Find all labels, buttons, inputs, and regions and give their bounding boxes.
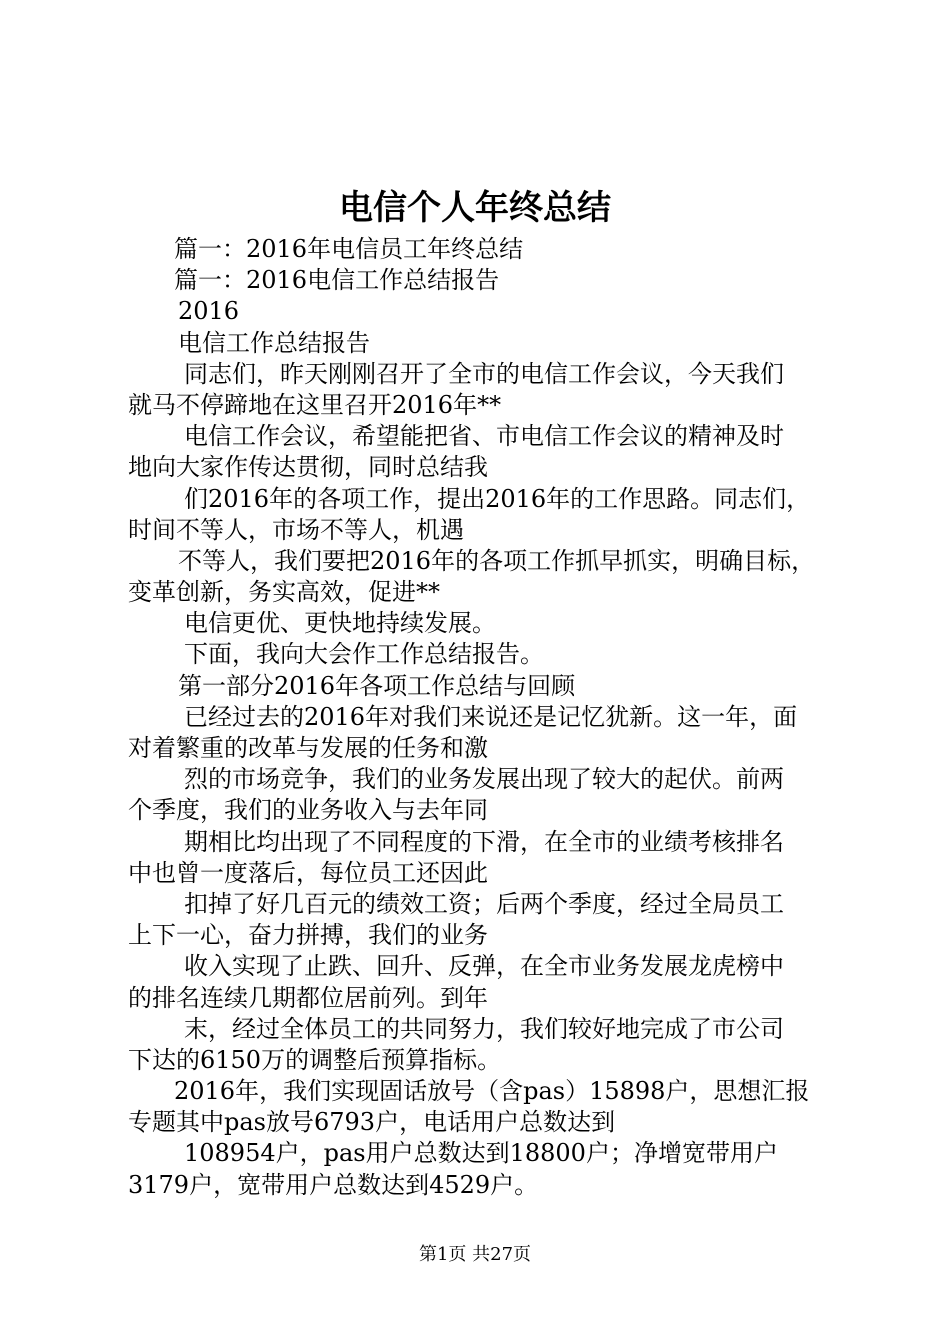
page-number-footer: 第1页 共27页 [418, 1244, 532, 1265]
body-line: 篇一：2016电信工作总结报告 [174, 266, 500, 295]
body-line: 时间不等人，市场不等人，机遇 [128, 515, 464, 544]
body-line: 扣掉了好几百元的绩效工资；后两个季度，经过全局员工 [184, 889, 784, 918]
body-line: 烈的市场竞争，我们的业务发展出现了较大的起伏。前两 [184, 765, 784, 794]
body-line: 末，经过全体员工的共同努力，我们较好地完成了市公司 [184, 1014, 784, 1043]
body-line: 们2016年的各项工作，提出2016年的工作思路。同志们， [184, 484, 811, 513]
document-body [128, 234, 848, 1201]
body-line: 不等人，我们要把2016年的各项工作抓早抓实，明确目标， [178, 546, 816, 575]
body-line: 第一部分2016年各项工作总结与回顾 [178, 671, 576, 700]
body-line: 下面，我向大会作工作总结报告。 [184, 640, 544, 669]
body-line: 对着繁重的改革与发展的任务和激 [128, 734, 488, 762]
body-line: 变革创新，务实高效，促进** [128, 578, 440, 607]
body-line: 的排名连续几期都位居前列。到年 [128, 983, 488, 1012]
body-line: 期相比均出现了不同程度的下滑，在全市的业绩考核排名 [184, 827, 784, 856]
body-line: 电信工作会议，希望能把省、市电信工作会议的精神及时 [184, 422, 784, 451]
body-line: 篇一：2016年电信员工年终总结 [174, 235, 524, 263]
body-line: 下达的6150万的调整后预算指标。 [128, 1045, 502, 1074]
body-line: 108954户，pas用户总数达到18800户；净增宽带用户 [184, 1139, 778, 1168]
body-line: 中也曾一度落后，每位员工还因此 [128, 858, 488, 887]
body-line: 收入实现了止跌、回升、反弹，在全市业务发展龙虎榜中 [184, 952, 784, 981]
body-line: 就马不停蹄地在这里召开2016年** [128, 390, 502, 419]
document-title: 电信个人年终总结 [339, 188, 611, 228]
body-line: 同志们，昨天刚刚召开了全市的电信工作会议，今天我们 [184, 359, 784, 388]
body-line: 专题其中pas放号6793户，电话用户总数达到 [128, 1108, 616, 1137]
body-line: 地向大家作传达贯彻，同时总结我 [128, 453, 488, 482]
body-line: 上下一心，奋力拼搏，我们的业务 [128, 921, 488, 950]
body-line: 已经过去的2016年对我们来说还是记忆犹新。这一年，面 [184, 702, 798, 731]
body-line: 3179户，宽带用户总数达到4529户。 [128, 1170, 539, 1199]
body-line: 2016年，我们实现固话放号（含pas）15898户，思想汇报 [174, 1077, 810, 1106]
body-line: 个季度，我们的业务收入与去年同 [128, 796, 488, 825]
body-line: 2016 [178, 297, 240, 326]
body-line: 电信更优、更快地持续发展。 [184, 609, 496, 638]
body-line: 电信工作总结报告 [178, 328, 370, 357]
